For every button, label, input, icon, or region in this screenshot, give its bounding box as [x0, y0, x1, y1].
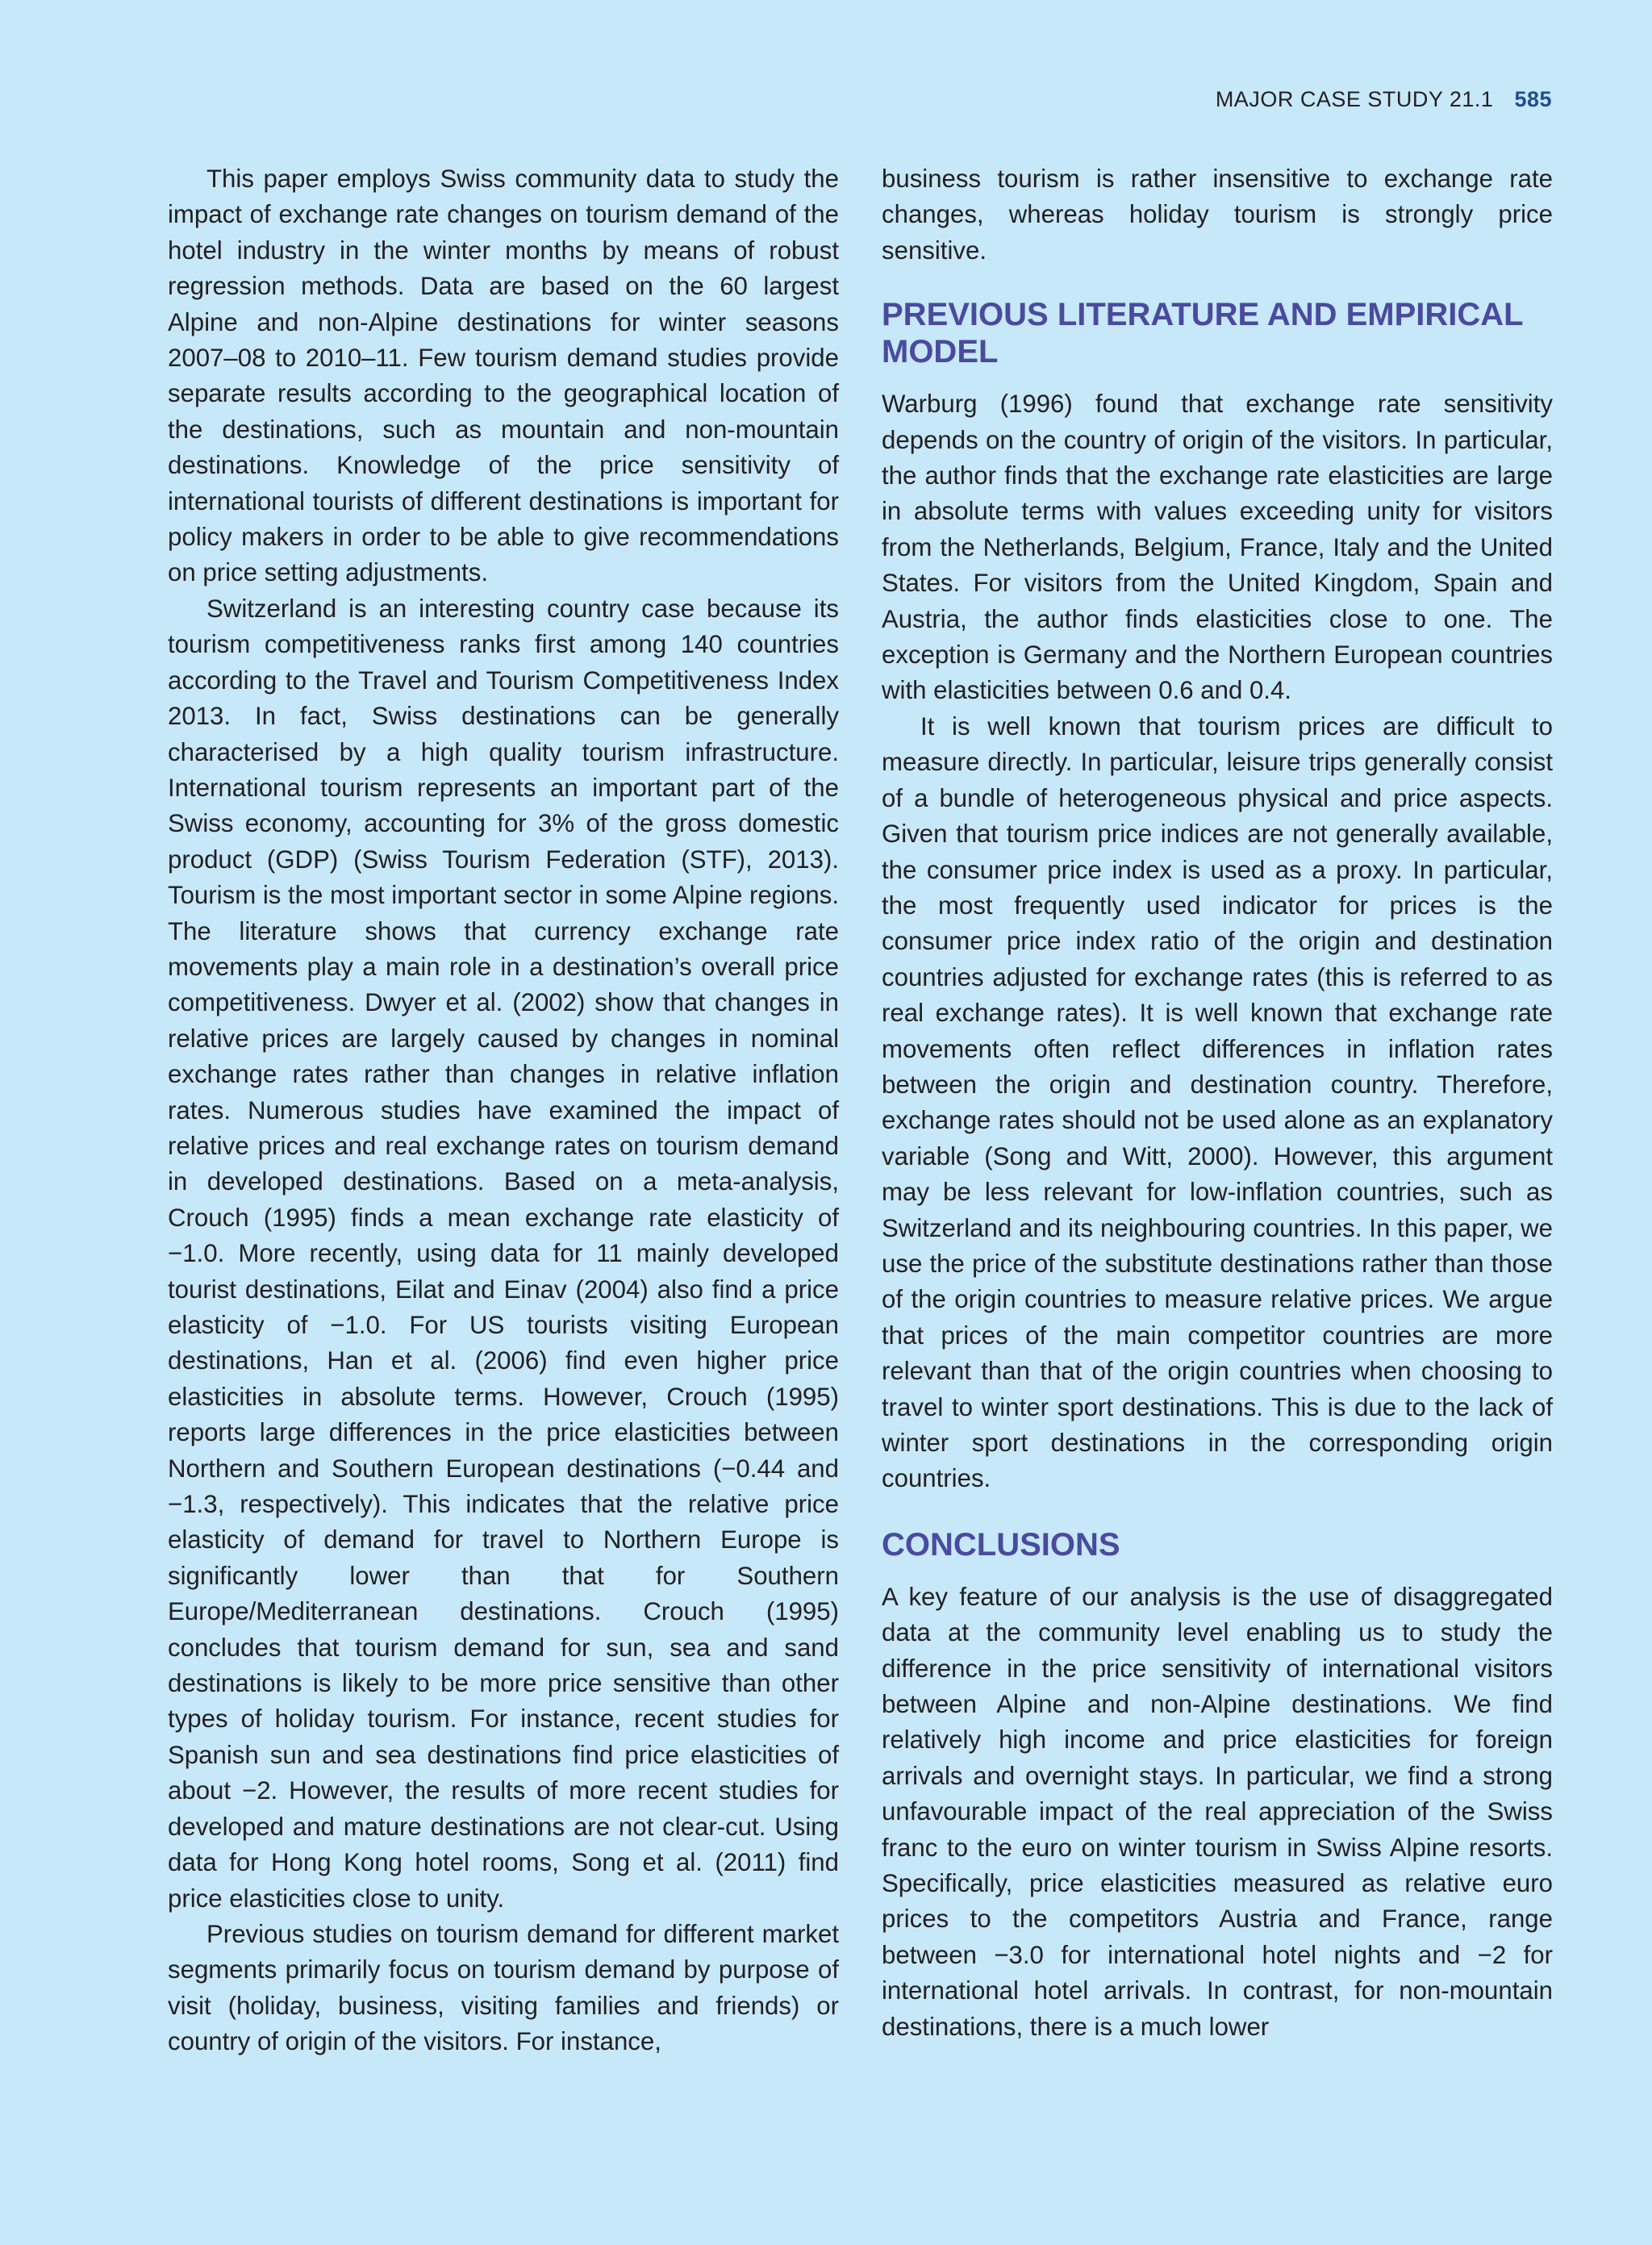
page-number: 585	[1514, 87, 1552, 111]
running-title: MAJOR CASE STUDY 21.1	[1215, 87, 1494, 111]
section-heading-conclusions: CONCLUSIONS	[882, 1526, 1120, 1563]
continued-paragraph: business tourism is rather insensitive to exchange rate changes, whereas holiday tourism is strongly price sensitive.	[882, 165, 1553, 265]
body-paragraph: Warburg (1996) found that exchange rate sensitivity depends on the country of origin of the visitors. In particular, the author finds that the exchange rate elasticities are large in absolute terms with values exceeding unity for visitors from the Netherlands, Belgium, France, Italy and the United States. For visitors from the United Kingdom, Spain and Austria, the author finds elasticities close to one. The exception is Germany and the Northern European countries with elasticities between 0.6 and 0.4.	[882, 390, 1553, 705]
body-paragraph: It is well known that tourism prices are difficult to measure directly. In particular, leisure trips generally consist of a bundle of heterogeneous physical and price aspects. Given that tourism price indices are not generally available, the consumer price index is used as a proxy. In particular, the most frequently used indicator for prices is the consumer price index ratio of the origin and destination countries adjusted for exchange rates (this is referred to as real exchange rates). It is well known that exchange rate movements often reflect differences in inflation rates between the origin and destination country. Therefore, exchange rates should not be used alone as an explanatory variable (Song and Witt, 2000). However, this argument may be less relevant for low-inflation countries, such as Switzerland and its neighbouring countries. In this paper, we use the price of the substitute destinations rather than those of the origin countries to measure relative prices. We argue that prices of the main competitor countries are more relevant than that of the origin countries when choosing to travel to winter sport destinations. This is due to the lack of winter sport destinations in the corresponding origin countries.	[882, 711, 1553, 1493]
section-heading-literature: PREVIOUS LITERATURE AND EMPIRICAL MODEL	[882, 297, 1523, 370]
body-paragraph: This paper employs Swiss community data to study the impact of exchange rate changes on tourism demand of the hotel industry in the winter months by means of robust regression methods. Data are based on the 60 largest Alpine and non-Alpine destinations for winter seasons 2007–08 to 2010–11. Few tourism demand studies provide separate results according to the geographical location of the destinations, such as mountain and non-mountain destinations. Knowledge of the price sensitivity of international tourists of different destinations is important for policy makers in order to be able to give recommendations on price setting adjustments.	[168, 165, 839, 587]
body-paragraph: A key feature of our analysis is the use of disaggregated data at the community level enabling us to study the difference in the price sensitivity of international visitors between Alpine and non-Alpine destinations. We find relatively high income and price elasticities for foreign arrivals and overnight stays. In particular, we find a strong unfavourable impact of the real appreciation of the Swiss franc to the euro on winter tourism in Swiss Alpine resorts. Specifically, price elasticities measured as relative euro prices to the competitors Austria and France, range between −3.0 for international hotel nights and −2 for international hotel arrivals. In contrast, for non-mountain destinations, there is a much lower	[882, 1582, 1553, 2041]
body-paragraph: Switzerland is an interesting country case because its tourism competitiveness ranks first among 140 countries according to the Travel and Tourism Competitiveness Index 2013. In fact, Swiss destinations can be generally characterised by a high quality tourism infrastructure. International tourism represents an important part of the Swiss economy, accounting for 3% of the gross domestic product (GDP) (Swiss Tourism Federation (STF), 2013). Tourism is the most important sector in some Alpine regions. The literature shows that currency exchange rate movements play a main role in a destination’s overall price competitiveness. Dwyer et al. (2002) show that changes in relative prices are largely caused by changes in nominal exchange rates rather than changes in relative inflation rates. Numerous studies have examined the impact of relative prices and real exchange rates on tourism demand in developed destinations. Based on a meta-analysis, Crouch (1995) finds a mean exchange rate elasticity of −1.0. More recently, using data for 11 mainly developed tourist destinations, Eilat and Einav (2004) also find a price elasticity of −1.0. For US tourists visiting European destinations, Han et al. (2006) find even higher price elasticities in absolute terms. However, Crouch (1995) reports large differences in the price elasticities between Northern and Southern European destinations (−0.44 and −1.3, respectively). This indicates that the relative price elasticity of demand for travel to Northern Europe is significantly lower than that for Southern Europe/Mediterranean destinations. Crouch (1995) concludes that tourism demand for sun, sea and sand destinations is likely to be more price sensitive than other types of holiday tourism. For instance, recent studies for Spanish sun and sea destinations find price elasticities of about −2. However, the results of more recent studies for developed and mature destinations are not clear-cut. Using data for Hong Kong hotel rooms, Song et al. (2011) find price elasticities close to unity.	[168, 594, 840, 1913]
running-header	[1216, 87, 1552, 112]
right-column	[882, 161, 1553, 2045]
left-column	[168, 161, 839, 2060]
body-paragraph: Previous studies on tourism demand for different market segments primarily focus on tourism demand by purpose of visit (holiday, business, visiting families and friends) or country of origin of the visitors. For instance,	[168, 1919, 839, 2056]
